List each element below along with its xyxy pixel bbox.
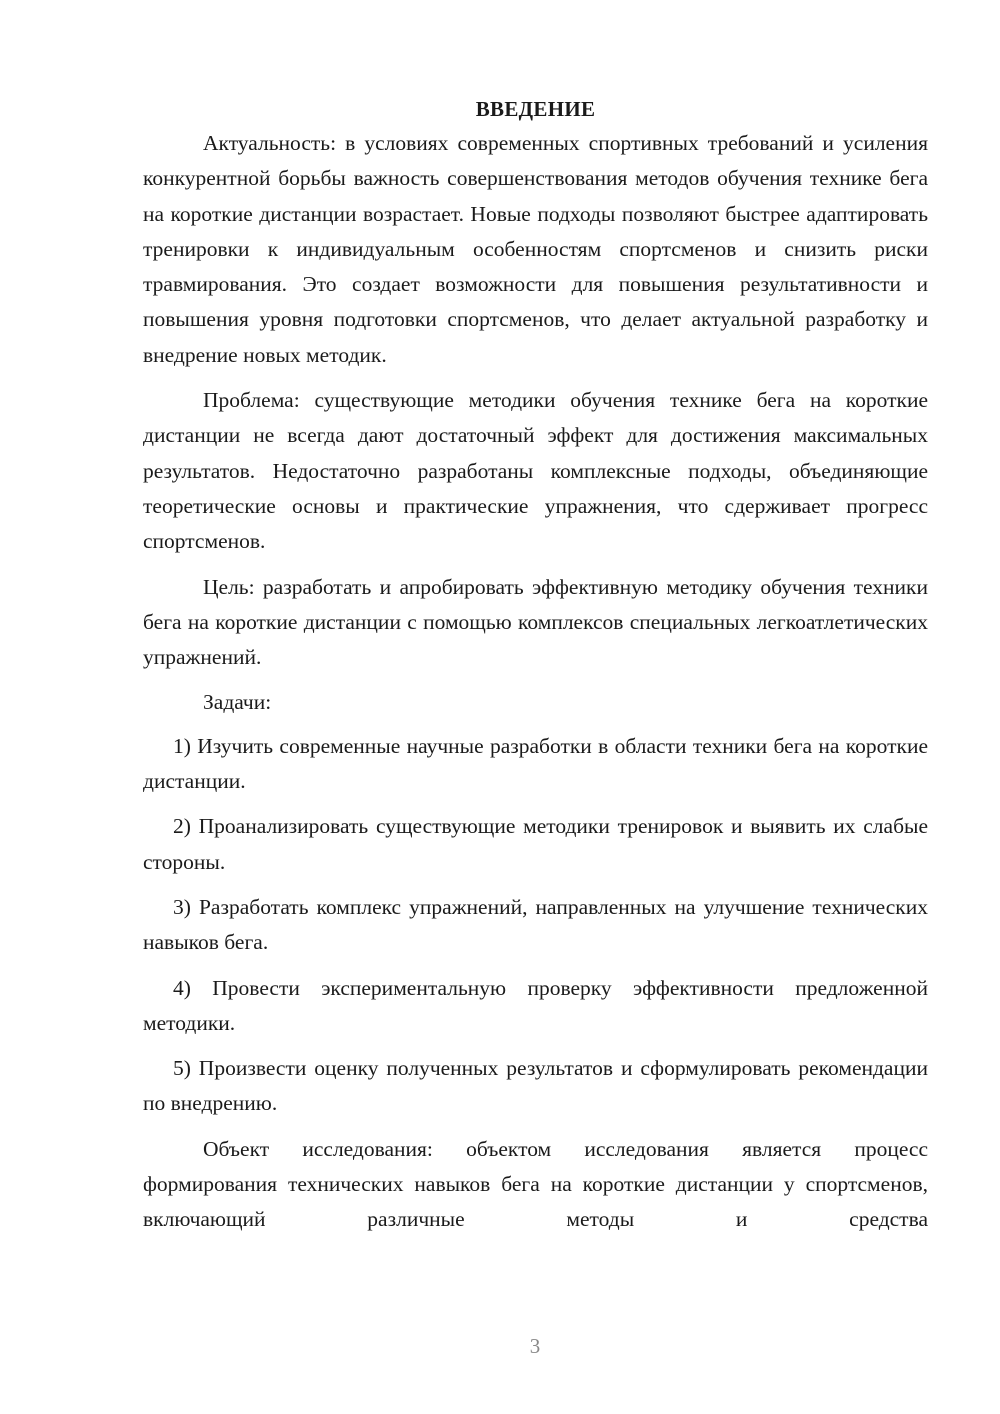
task-item: 1) Изучить современные научные разработки в области техники бега на короткие дистанции.	[143, 733, 928, 794]
relevance-paragraph: Актуальность: в условиях современных спортивных требований и усиления конкурентной борьбы важность совершенствования методов обучения технике бега на короткие дистанции возрастает. Новые подходы позволяют быстрее адаптировать тренировки к индивидуальным особенностям спортсменов и снизить риски травмирования. Это создает возможности для повышения результативности и повышения уровня подготовки спортсменов, что делает актуальной разработку и внедрение новых методик.	[143, 131, 928, 367]
object-paragraph: Объект исследования: объектом исследования является процесс формирования технических навыков бега на короткие дистанции у спортсменов, включающий различные методы и средства	[143, 1136, 928, 1232]
task-item: 5) Произвести оценку полученных результатов и сформулировать рекомендации по внедрению.	[143, 1056, 928, 1116]
task-item: 3) Разработать комплекс упражнений, направленных на улучшение технических навыков бега.	[143, 894, 928, 955]
page-number: 3	[529, 1334, 541, 1358]
section-title: ВВЕДЕНИЕ	[475, 97, 596, 121]
tasks-list	[143, 729, 928, 1122]
tasks-label: Задачи:	[203, 690, 272, 715]
task-item: 4) Провести экспериментальную проверку эффективности предложенной методики.	[143, 975, 928, 1035]
goal-paragraph: Цель: разработать и апробировать эффективную методику обучения техники бега на короткие дистанции с помощью комплексов специальных легкоатлетических упражнений.	[143, 574, 928, 670]
problem-paragraph: Проблема: существующие методики обучения технике бега на короткие дистанции не всегда дают достаточный эффект для достижения максимальных результатов. Недостаточно разработаны комплексные подходы, объединяющие теоретические основы и практические упражнения, что сдерживает прогресс спортсменов.	[143, 388, 928, 554]
task-item: 2) Проанализировать существующие методики тренировок и выявить их слабые стороны.	[143, 814, 928, 874]
document-page	[143, 94, 928, 1238]
